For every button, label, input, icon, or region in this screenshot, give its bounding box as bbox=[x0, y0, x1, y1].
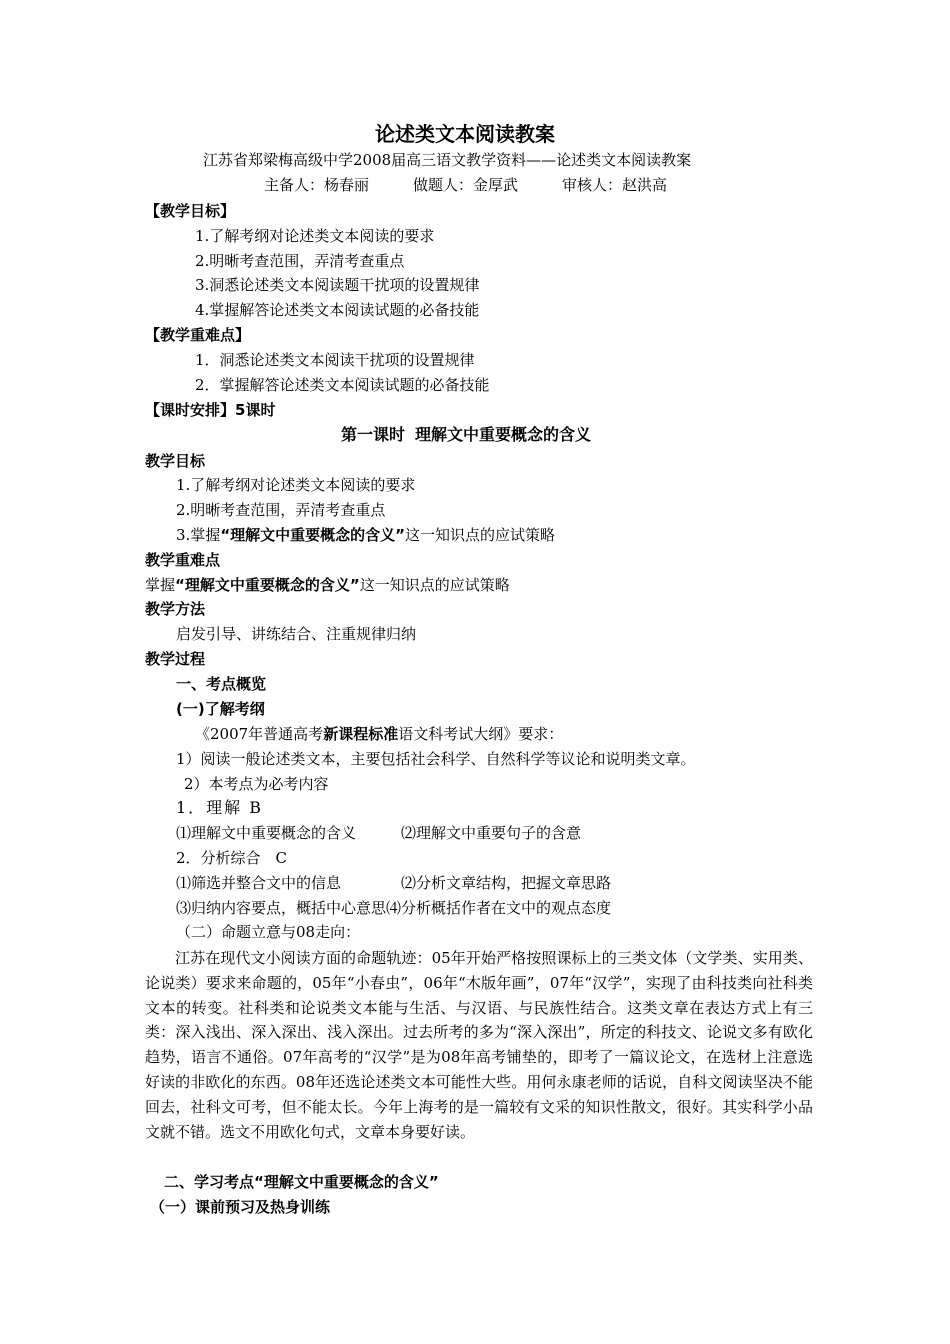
part1-heading: 一、考点概览 bbox=[176, 675, 267, 693]
goal-item: 4.掌握解答论述类文本阅读试题的必备技能 bbox=[195, 301, 480, 319]
lesson1-keypoint-text: 掌握“理解文中重要概念的含义”这一知识点的应试策略 bbox=[145, 576, 510, 594]
level-heading: 1．理解 B bbox=[176, 798, 264, 817]
goal-item: 1.了解考纲对论述类文本阅读的要求 bbox=[195, 227, 435, 245]
goal-item: 2.明晰考查范围，弄清考查重点 bbox=[195, 252, 405, 270]
section-heading-keypoints: 【教学重难点】 bbox=[145, 326, 251, 344]
doc-title: 论述类文本阅读教案 bbox=[375, 122, 555, 146]
lesson1-keypoints-heading: 教学重难点 bbox=[145, 551, 221, 569]
lesson1-method-heading: 教学方法 bbox=[145, 600, 206, 618]
lesson1-title-number: 第一课时 bbox=[341, 425, 406, 444]
emphasis-text: “理解文中重要概念的含义” bbox=[220, 526, 406, 544]
level-item: ⑴筛选并整合文中的信息 bbox=[176, 874, 342, 892]
level-items-row bbox=[176, 898, 611, 918]
lesson1-goal-item: 2.明晰考查范围，弄清考查重点 bbox=[176, 501, 386, 519]
requirement-item: 2）本考点为必考内容 bbox=[184, 775, 329, 793]
goal-item: 3.洞悉论述类文本阅读题干扰项的设置规律 bbox=[195, 276, 480, 294]
level-items-row bbox=[176, 823, 581, 843]
schedule-line: 【课时安排】5课时 bbox=[145, 401, 276, 419]
part1-sub2-heading: （二）命题立意与08走向： bbox=[176, 923, 361, 941]
lesson1-title-topic: 理解文中重要概念的含义 bbox=[415, 425, 592, 444]
emphasis-text: 新课程标准 bbox=[323, 725, 399, 743]
outline-reference: 《2007年普通高考新课程标准语文科考试大纲》要求： bbox=[195, 725, 564, 743]
lesson1-title bbox=[341, 425, 591, 445]
requirement-item: 1）阅读一般论述类文本，主要包括社会科学、自然科学等议论和说明类文章。 bbox=[176, 750, 696, 768]
part2-heading: 二、学习考点“理解文中重要概念的含义” bbox=[164, 1173, 439, 1191]
emphasis-text: “理解文中重要概念的含义” bbox=[175, 576, 360, 594]
lesson1-method-text: 启发引导、讲练结合、注重规律归纳 bbox=[176, 625, 417, 643]
level-item: ⑵分析文章结构，把握文章思路 bbox=[401, 874, 612, 892]
keypoint-item: 1．洞悉论述类文本阅读干扰项的设置规律 bbox=[195, 351, 475, 369]
author-writer: 做题人：金厚武 bbox=[413, 176, 519, 194]
keypoint-item: 2．掌握解答论述类文本阅读试题的必备技能 bbox=[195, 376, 490, 394]
part1-sub1-heading: (一)了解考纲 bbox=[176, 700, 265, 718]
level-item: ⑴理解文中重要概念的含义 bbox=[176, 824, 357, 842]
level-item: ⑷分析概括作者在文中的观点态度 bbox=[386, 899, 612, 917]
lesson1-process-heading: 教学过程 bbox=[145, 650, 206, 668]
level-item: ⑶归纳内容要点，概括中心意思 bbox=[176, 899, 387, 917]
level-heading: 2．分析综合 C bbox=[176, 849, 288, 867]
section-heading-goals: 【教学目标】 bbox=[145, 202, 236, 220]
lesson1-goal-item: 1.了解考纲对论述类文本阅读的要求 bbox=[176, 476, 416, 494]
author-reviewer: 审核人：赵洪高 bbox=[562, 176, 668, 194]
level-items-row bbox=[176, 873, 611, 893]
author-preparer: 主备人：杨春丽 bbox=[264, 176, 370, 194]
lesson1-goals-heading: 教学目标 bbox=[145, 452, 206, 470]
doc-subtitle: 江苏省郑梁梅高级中学2008届高三语文教学资料——论述类文本阅读教案 bbox=[203, 151, 692, 169]
part2-sub1-heading: （一）课前预习及热身训练 bbox=[150, 1198, 331, 1216]
doc-authors bbox=[264, 175, 667, 195]
lesson1-goal-item: 3.掌握“理解文中重要概念的含义”这一知识点的应试策略 bbox=[176, 526, 556, 544]
level-item: ⑵理解文中重要句子的含意 bbox=[401, 824, 582, 842]
analysis-paragraph: 江苏在现代文小阅读方面的命题轨迹：05年开始严格按照课标上的三类文体（文学类、实用类、论说类）要求来命题的，05年“小春虫”，06年“木版年画”，07年“汉学”，实现了由科技类向社科类文本的转变。社科类和论说类文本能与生活、与汉语、与民族性结合。这类文章在表达方式上有三类：深入浅出、深入深出、浅入深出。过去所考的多为“深入深出”，所定的科技文、论说文多有欧化趋势，语言不通俗。07年高考的“汉学”是为08年高考铺垫的，即考了一篇议论文，在选材上注意选好读的非欧化的东西。08年还选论述类文本可能性大些。用何永康老师的话说，自科文阅读坚决不能回去，社科文可考，但不能太长。今年上海考的是一篇较有文采的知识性散文，很好。其实科学小品文就不错。选文不用欧化句式，文章本身要好读。 bbox=[145, 949, 813, 1141]
